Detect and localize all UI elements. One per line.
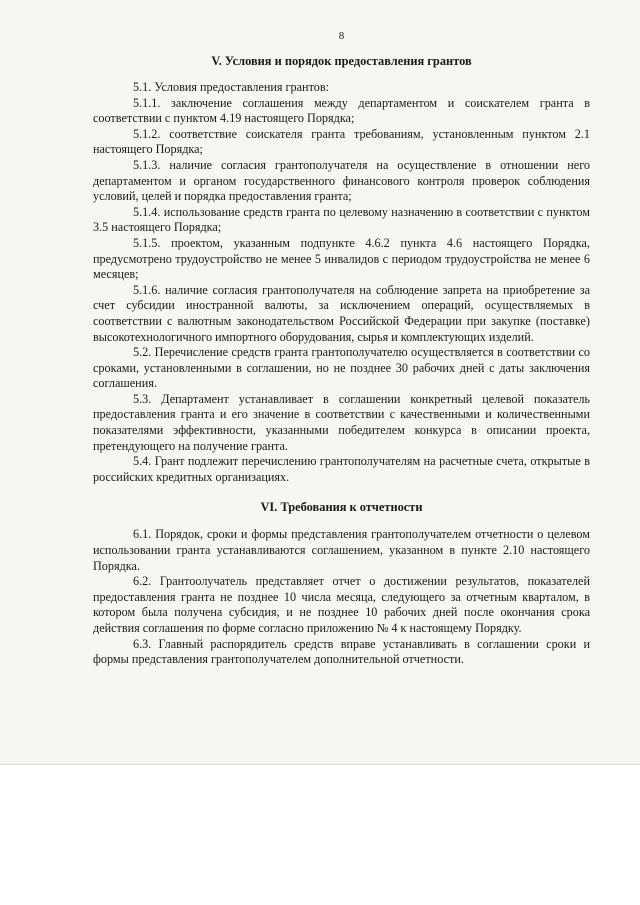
paragraph-5-1-4: 5.1.4. использование средств гранта по целевому назначению в соответствии с пунктом 3.5 настоящего Порядка;	[93, 204, 590, 235]
paragraph-6-1: 6.1. Порядок, сроки и формы представления грантополучателем отчетности о целевом использовании гранта устанавливаются соглашением, указанном в пункте 2.10 настоящего Порядка.	[93, 527, 590, 573]
paragraph-6-3: 6.3. Главный распорядитель средств вправе устанавливать в соглашении сроки и формы представления грантополучателем дополнительной отчетности.	[93, 636, 590, 667]
paragraph-5-1-3: 5.1.3. наличие согласия грантополучателя на осуществление в отношении него департаментом и органом государственного финансового контроля проверок соблюдения условий, целей и порядка предоставления гранта;	[93, 157, 590, 204]
paragraph-5-2: 5.2. Перечисление средств гранта грантополучателю осуществляется в соответствии со сроками, установленными в соглашении, но не позднее 30 рабочих дней с даты заключения соглашения.	[93, 345, 590, 391]
paragraph-5-1-5: 5.1.5. проектом, указанным подпункте 4.6.2 пункта 4.6 настоящего Порядка, предусмотрено трудоустройство не менее 5 инвалидов с периодом трудоустройства не менее 6 месяцев;	[93, 235, 590, 282]
page-number: 8	[338, 30, 345, 42]
paragraph-5-4: 5.4. Грант подлежит перечислению грантополучателям на расчетные счета, открытые в российских кредитных организациях.	[93, 454, 590, 484]
paragraph-5-1: 5.1. Условия предоставления грантов:	[133, 80, 329, 94]
section-6-title: VI. Требования к отчетности	[260, 500, 423, 515]
section-6-body	[93, 527, 590, 667]
paragraph-5-1-1: 5.1.1. заключение соглашения между департаментом и соискателем гранта в соответствии с пунктом 4.19 настоящего Порядка;	[93, 95, 590, 126]
section-5-body	[93, 80, 590, 485]
section-5-title: V. Условия и порядок предоставления грантов	[211, 54, 472, 68]
paragraph-5-1-6: 5.1.6. наличие согласия грантополучателя на соблюдение запрета на приобретение за счет субсидии иностранной валюты, за исключением операций, осуществляемых в соответствии с валютным законодательством Российской Федерации при закупке (поставке) высокотехнологичного импортного оборудования, сырья и комплектующих изделий.	[93, 282, 590, 344]
paragraph-5-3: 5.3. Департамент устанавливает в соглашении конкретный целевой показатель предоставления гранта и его значение в соответствии с качественными и количественными показателями эффективности, указанными победителем конкурса в описании проекта, претендующего на получение гранта.	[93, 391, 590, 453]
paragraph-6-2: 6.2. Грантоолучатель представляет отчет о достижении результатов, показателей предоставления гранта не позднее 10 числа месяца, следующего за отчетным кварталом, в котором была получена субсидия, и не позднее 10 рабочих дней после окончания срока действия соглашения по форме согласно приложению № 4 к настоящему Порядку.	[93, 574, 590, 635]
paragraph-5-1-2: 5.1.2. соответствие соискателя гранта требованиям, установленным пунктом 2.1 настоящего Порядка;	[93, 126, 590, 157]
